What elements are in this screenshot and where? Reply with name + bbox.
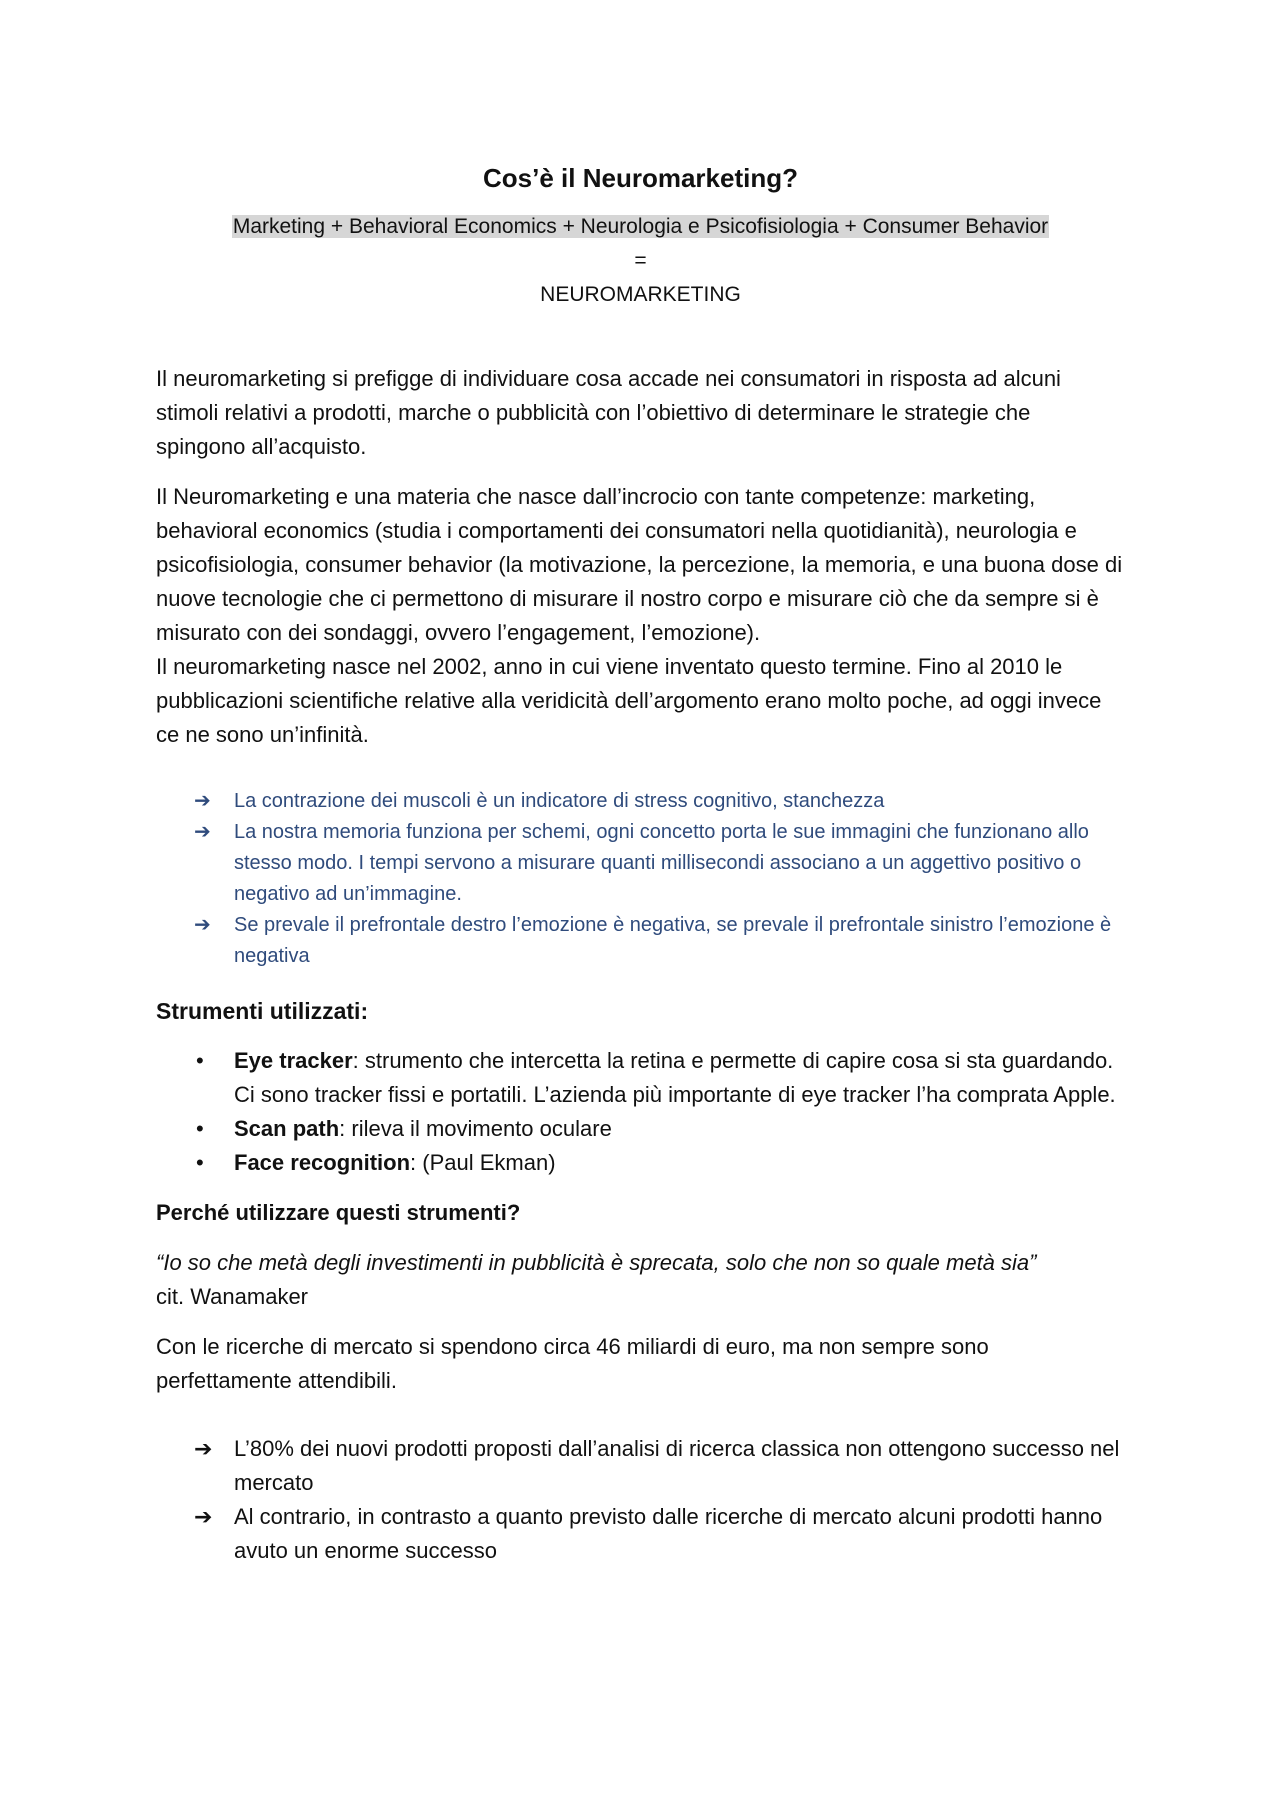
arrow-right-icon: ➔: [194, 1504, 213, 1529]
list-item: [156, 1044, 1125, 1112]
tool-term: Scan path: [234, 1116, 340, 1141]
competences-paragraph: Il Neuromarketing e una materia che nasce dall’incrocio con tante competenze: marketing, behavioral economics (studia i comportamenti dei consumatori nella quotidianità), neurologia e psicofisiologia, consumer behavior (la motivazione, la percezione, la memoria, e una buona dose di nuove tecnologie che ci permettono di misurare il nostro corpo e misurare ciò che da sempre si è misurato con dei sondaggi, ovvero l’engagement, l’emozione).: [156, 484, 1123, 645]
list-item: [156, 817, 1125, 910]
arrow-right-icon: ➔: [194, 914, 211, 936]
notes-list: [156, 786, 1125, 972]
list-item: [156, 786, 1125, 817]
fact-text: Al contrario, in contrasto a quanto previsto dalle ricerche di mercato alcuni prodotti hanno avuto un enorme successo: [234, 1504, 1103, 1563]
formula-line: Marketing + Behavioral Economics + Neurologia e Psicofisiologia + Consumer Behavior: [232, 215, 1049, 238]
bullet-icon: •: [196, 1048, 204, 1073]
tool-desc: : strumento che intercetta la retina e permette di capire cosa si sta guardando. Ci sono tracker fissi e portatili. L’azienda più importante di eye tracker l’ha comprata Apple.: [234, 1048, 1116, 1107]
quote-paragraph: [156, 1246, 1125, 1314]
formula-equals: =: [634, 249, 647, 272]
list-item: [156, 1500, 1125, 1568]
bullet-icon: •: [196, 1150, 204, 1175]
tool-term: Eye tracker: [234, 1048, 353, 1073]
bullet-icon: •: [196, 1116, 204, 1141]
list-item: [156, 1146, 1125, 1180]
why-heading: Perché utilizzare questi strumenti?: [156, 1200, 521, 1225]
tool-term: Face recognition: [234, 1150, 411, 1175]
arrow-right-icon: ➔: [194, 790, 211, 812]
formula-result: NEUROMARKETING: [540, 283, 741, 306]
quote-text: “Io so che metà degli investimenti in pubblicità è sprecata, solo che non so quale metà sia”: [156, 1250, 1037, 1275]
quote-citation: cit. Wanamaker: [156, 1284, 309, 1309]
note-text: La nostra memoria funziona per schemi, ogni concetto porta le sue immagini che funzionano allo stesso modo. I tempi servono a misurare quanti millisecondi associano a un aggettivo positivo o negativo ad un’immagine.: [234, 821, 1089, 905]
page-title: Cos’è il Neuromarketing?: [483, 163, 798, 193]
research-paragraph: Con le ricerche di mercato si spendono circa 46 miliardi di euro, ma non sempre sono perfettamente attendibili.: [156, 1334, 989, 1393]
tools-heading: Strumenti utilizzati:: [156, 998, 369, 1024]
history-paragraph: Il neuromarketing nasce nel 2002, anno in cui viene inventato questo termine. Fino al 2010 le pubblicazioni scientifiche relative alla veridicità dell’argomento erano molto poche, ad oggi invece ce ne sono un’infinità.: [156, 654, 1102, 747]
arrow-right-icon: ➔: [194, 1436, 213, 1461]
note-text: Se prevale il prefrontale destro l’emozione è negativa, se prevale il prefrontale sinistro l’emozione è negativa: [234, 914, 1112, 967]
formula-block: [156, 210, 1125, 312]
tools-list: [156, 1044, 1125, 1180]
list-item: [156, 910, 1125, 972]
intro-paragraph: Il neuromarketing si prefigge di individuare cosa accade nei consumatori in risposta ad alcuni stimoli relativi a prodotti, marche o pubblicità con l’obiettivo di determinare le strategie che spingono all’acquisto.: [156, 366, 1061, 459]
list-item: [156, 1112, 1125, 1146]
list-item: [156, 1432, 1125, 1500]
facts-list: [156, 1432, 1125, 1568]
note-text: La contrazione dei muscoli è un indicatore di stress cognitivo, stanchezza: [234, 790, 885, 812]
tool-desc: : rileva il movimento oculare: [339, 1116, 612, 1141]
arrow-right-icon: ➔: [194, 821, 211, 843]
tool-desc: : (Paul Ekman): [410, 1150, 556, 1175]
fact-text: L’80% dei nuovi prodotti proposti dall’analisi di ricerca classica non ottengono successo nel mercato: [234, 1436, 1120, 1495]
